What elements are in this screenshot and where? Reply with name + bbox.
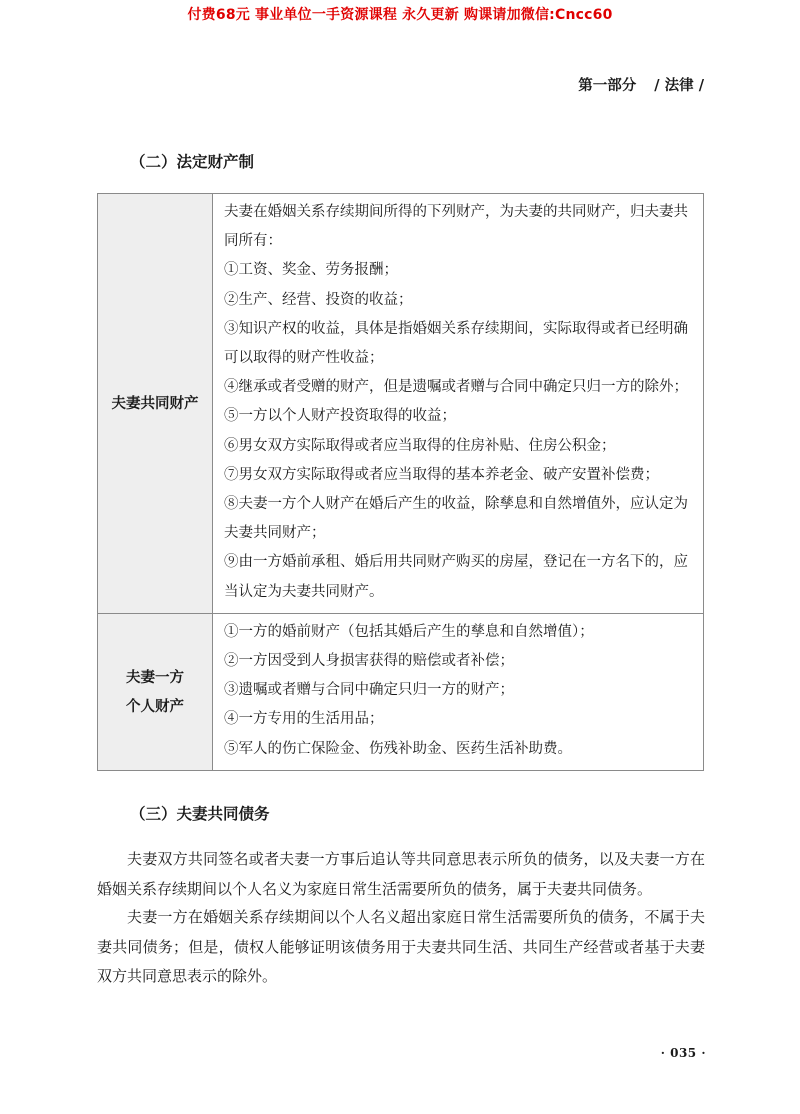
row-content-common-property	[213, 194, 704, 614]
content-line: ②生产、经营、投资的收益；	[224, 291, 413, 308]
paragraph-common-debt-exception: 夫妻一方在婚姻关系存续期间以个人名义超出家庭日常生活需要所负的债务，不属于夫妻共同债务；但是，债权人能够证明该债务用于夫妻共同生活、共同生产经营或者基于夫妻双方共同意思表示的除外。	[97, 908, 705, 985]
row-label-personal-property	[98, 613, 213, 770]
content-line: ④一方专用的生活用品；	[224, 711, 384, 728]
section-heading-property-system: （二）法定财产制	[130, 152, 255, 171]
content-line: 同所有：	[224, 233, 282, 250]
content-line: 当认定为夫妻共同财产。	[224, 583, 384, 600]
content-line: ⑧夫妻一方个人财产在婚后产生的收益，除孳息和自然增值外，应认定为	[224, 496, 688, 513]
content-line: ③知识产权的收益，具体是指婚姻关系存续期间，实际取得或者已经明确	[224, 320, 688, 337]
content-line: ⑤军人的伤亡保险金、伤残补助金、医药生活补助费。	[224, 740, 572, 757]
paragraph-common-debt-definition: 夫妻双方共同签名或者夫妻一方事后追认等共同意思表示所负的债务，以及夫妻一方在婚姻关系存续期间以个人名义为家庭日常生活需要所负的债务，属于夫妻共同债务。	[97, 850, 705, 898]
label-line: 个人财产	[126, 697, 184, 715]
content-line: ③遗嘱或者赠与合同中确定只归一方的财产；	[224, 682, 514, 699]
running-header	[578, 74, 704, 95]
content-line: 夫妻在婚姻关系存续期间所得的下列财产，为夫妻的共同财产，归夫妻共	[224, 204, 688, 220]
header-subject: / 法律 /	[654, 77, 704, 94]
content-line: 夫妻共同财产；	[224, 525, 326, 542]
content-line: ②一方因受到人身损害获得的赔偿或者补偿；	[224, 653, 514, 670]
content-line: ①一方的婚前财产（包括其婚后产生的孳息和自然增值）；	[224, 623, 594, 640]
label-line: 夫妻共同财产	[111, 394, 199, 412]
content-line: ①工资、奖金、劳务报酬；	[224, 262, 398, 279]
content-line: ⑥男女双方实际取得或者应当取得的住房补贴、住房公积金；	[224, 437, 616, 454]
promo-banner: 付费68元 事业单位一手资源课程 永久更新 购课请加微信:Cncc60	[187, 7, 613, 23]
table-row-personal-property	[98, 613, 704, 770]
page-number: · 035 ·	[660, 1046, 706, 1060]
header-part: 第一部分	[578, 77, 637, 94]
table-row-common-property	[98, 194, 704, 614]
property-table	[97, 193, 704, 771]
content-line: ④继承或者受赠的财产，但是遗嘱或者赠与合同中确定只归一方的除外；	[224, 379, 688, 396]
content-line: 可以取得的财产性收益；	[224, 350, 384, 367]
section-heading-common-debt: （三）夫妻共同债务	[130, 804, 270, 823]
row-label-common-property	[98, 194, 213, 614]
content-line: ⑤一方以个人财产投资取得的收益；	[224, 408, 456, 425]
row-content-personal-property	[213, 613, 704, 770]
content-line: ⑨由一方婚前承租、婚后用共同财产购买的房屋，登记在一方名下的，应	[224, 554, 688, 571]
label-line: 夫妻一方	[126, 668, 184, 686]
content-line: ⑦男女双方实际取得或者应当取得的基本养老金、破产安置补偿费；	[224, 466, 659, 483]
